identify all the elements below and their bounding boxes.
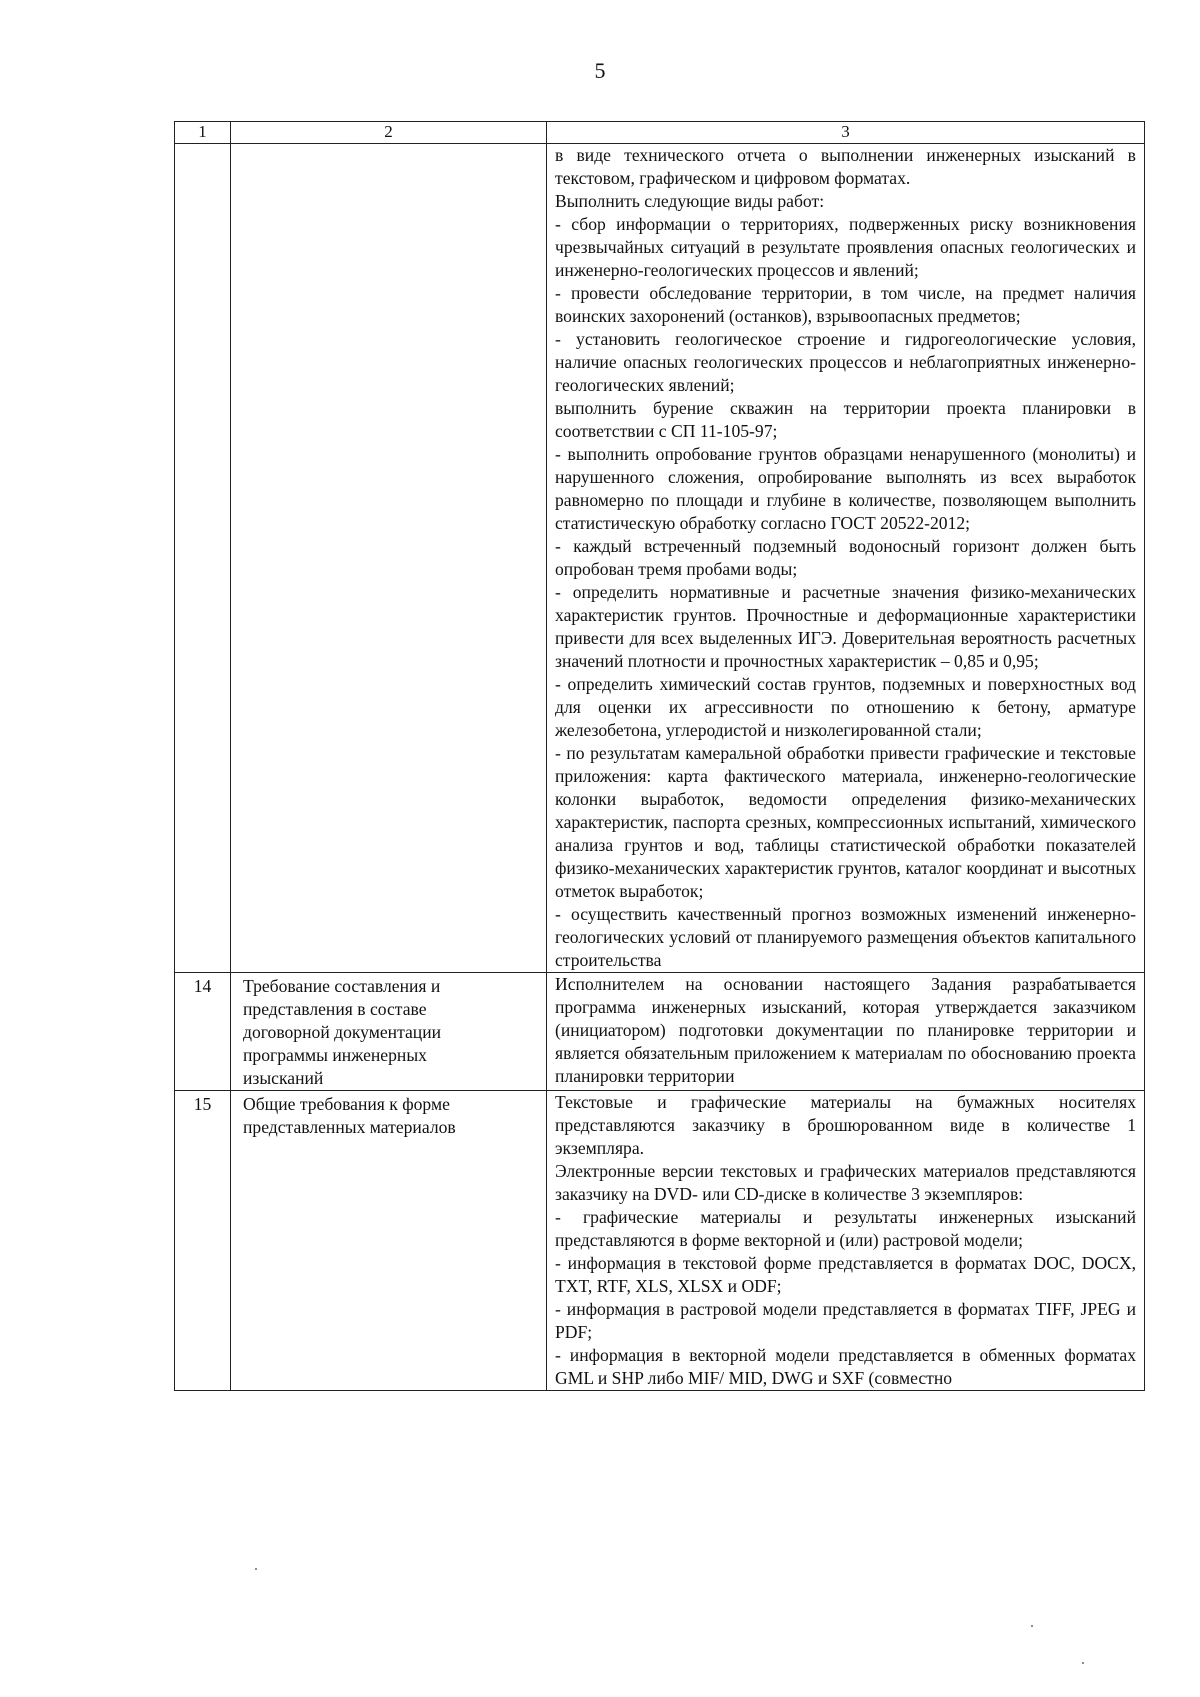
requirement-line: представленных материалов (243, 1117, 456, 1137)
requirement-line: Общие требования к форме (243, 1094, 450, 1114)
row-number-cell (175, 144, 231, 973)
scan-speck (1031, 1625, 1033, 1627)
paragraph: - по результатам камеральной обработки привести графические и текстовые приложения: карта фактического материала, инженерно-геологические колонки выработок, ведомости определения физико-механических характеристик, паспорта срезных, компрессионных испытаний, химического анализа грунтов и вод, таблицы статистической обработки показателей физико-механических характеристик грунтов, каталог координат и высотных отметок выработок; (555, 743, 1136, 901)
requirement-line: Требование составления и (243, 976, 441, 996)
content-cell (547, 1091, 1145, 1391)
header-col-1: 1 (175, 122, 231, 144)
content-cell (547, 973, 1145, 1091)
paragraph: Выполнить следующие виды работ: (555, 191, 825, 211)
paragraph: - графические материалы и результаты инженерных изысканий представляются в форме векторной и (или) растровой модели; (555, 1207, 1136, 1250)
paragraph: - информация в растровой модели представляется в форматах TIFF, JPEG и PDF; (555, 1299, 1136, 1342)
paragraph: - сбор информации о территориях, подверженных риску возникновения чрезвычайных ситуаций в результате проявления опасных геологических и инженерно-геологических процессов и явлений; (555, 214, 1136, 280)
paragraph: - определить нормативные и расчетные значения физико-механических характеристик грунтов. Прочностные и деформационные характеристики привести для всех выделенных ИГЭ. Доверительная вероятность расчетных значений плотности и прочностных характеристик – 0,85 и 0,95; (555, 582, 1136, 671)
header-col-3: 3 (547, 122, 1145, 144)
paragraph: - информация в текстовой форме представляется в форматах DOC, DOCX, TXT, RTF, XLS, XLSX и ODF; (555, 1253, 1136, 1296)
requirement-line: изысканий (243, 1068, 324, 1088)
table-row (175, 1091, 1145, 1391)
paragraph: - информация в векторной модели представляется в обменных форматах GML и SHP либо MIF/ MID, DWG и SXF (совместно (555, 1345, 1136, 1388)
requirements-table (174, 121, 1145, 1391)
scan-speck (1082, 1662, 1084, 1664)
page-number: 5 (594, 58, 606, 83)
table-row (175, 144, 1145, 973)
requirement-cell (231, 144, 547, 973)
paragraph: - выполнить опробование грунтов образцами ненарушенного (монолиты) и нарушенного сложения, опробирование выполнять из всех выработок равномерно по площади и глубине в количестве, позволяющем выполнить статистическую обработку согласно ГОСТ 20522-2012; (555, 444, 1136, 533)
requirement-line: представления в составе (243, 999, 427, 1019)
paragraph: Электронные версии текстовых и графических материалов представляются заказчику на DVD- или CD-диске в количестве 3 экземпляров: (555, 1161, 1136, 1204)
paragraph: Текстовые и графические материалы на бумажных носителях представляются заказчику в брошюрованном виде в количестве 1 экземпляра. (555, 1092, 1136, 1158)
paragraph: - каждый встреченный подземный водоносный горизонт должен быть опробован тремя пробами воды; (555, 536, 1136, 579)
paragraph: выполнить бурение скважин на территории проекта планировки в соответствии с СП 11-105-97; (555, 398, 1136, 441)
paragraph: - провести обследование территории, в том числе, на предмет наличия воинских захоронений (останков), взрывоопасных предметов; (555, 283, 1136, 326)
requirement-line: договорной документации (243, 1022, 442, 1042)
row-number-cell: 14 (175, 973, 231, 1091)
table-header-row (175, 122, 1145, 144)
requirement-cell (231, 973, 547, 1091)
paragraph: - установить геологическое строение и гидрогеологические условия, наличие опасных геологических процессов и неблагоприятных инженерно-геологических явлений; (555, 329, 1136, 395)
header-col-2: 2 (231, 122, 547, 144)
requirement-cell (231, 1091, 547, 1391)
paragraph: Исполнителем на основании настоящего Задания разрабатывается программа инженерных изысканий, которая утверждается заказчиком (инициатором) подготовки документации по планировке территории и является обязательным приложением к материалам по обоснованию проекта планировки территории (555, 974, 1136, 1086)
row-number-cell: 15 (175, 1091, 231, 1391)
content-cell (547, 144, 1145, 973)
paragraph: в виде технического отчета о выполнении инженерных изысканий в текстовом, графическом и цифровом форматах. (555, 145, 1136, 188)
scan-speck (255, 1568, 257, 1570)
requirement-line: программы инженерных (243, 1045, 427, 1065)
paragraph: - осуществить качественный прогноз возможных изменений инженерно-геологических условий от планируемого размещения объектов капитального строительства (555, 904, 1136, 970)
table-row (175, 973, 1145, 1091)
paragraph: - определить химический состав грунтов, подземных и поверхностных вод для оценки их агрессивности по отношению к бетону, арматуре железобетона, углеродистой и низколегированной стали; (555, 674, 1136, 740)
